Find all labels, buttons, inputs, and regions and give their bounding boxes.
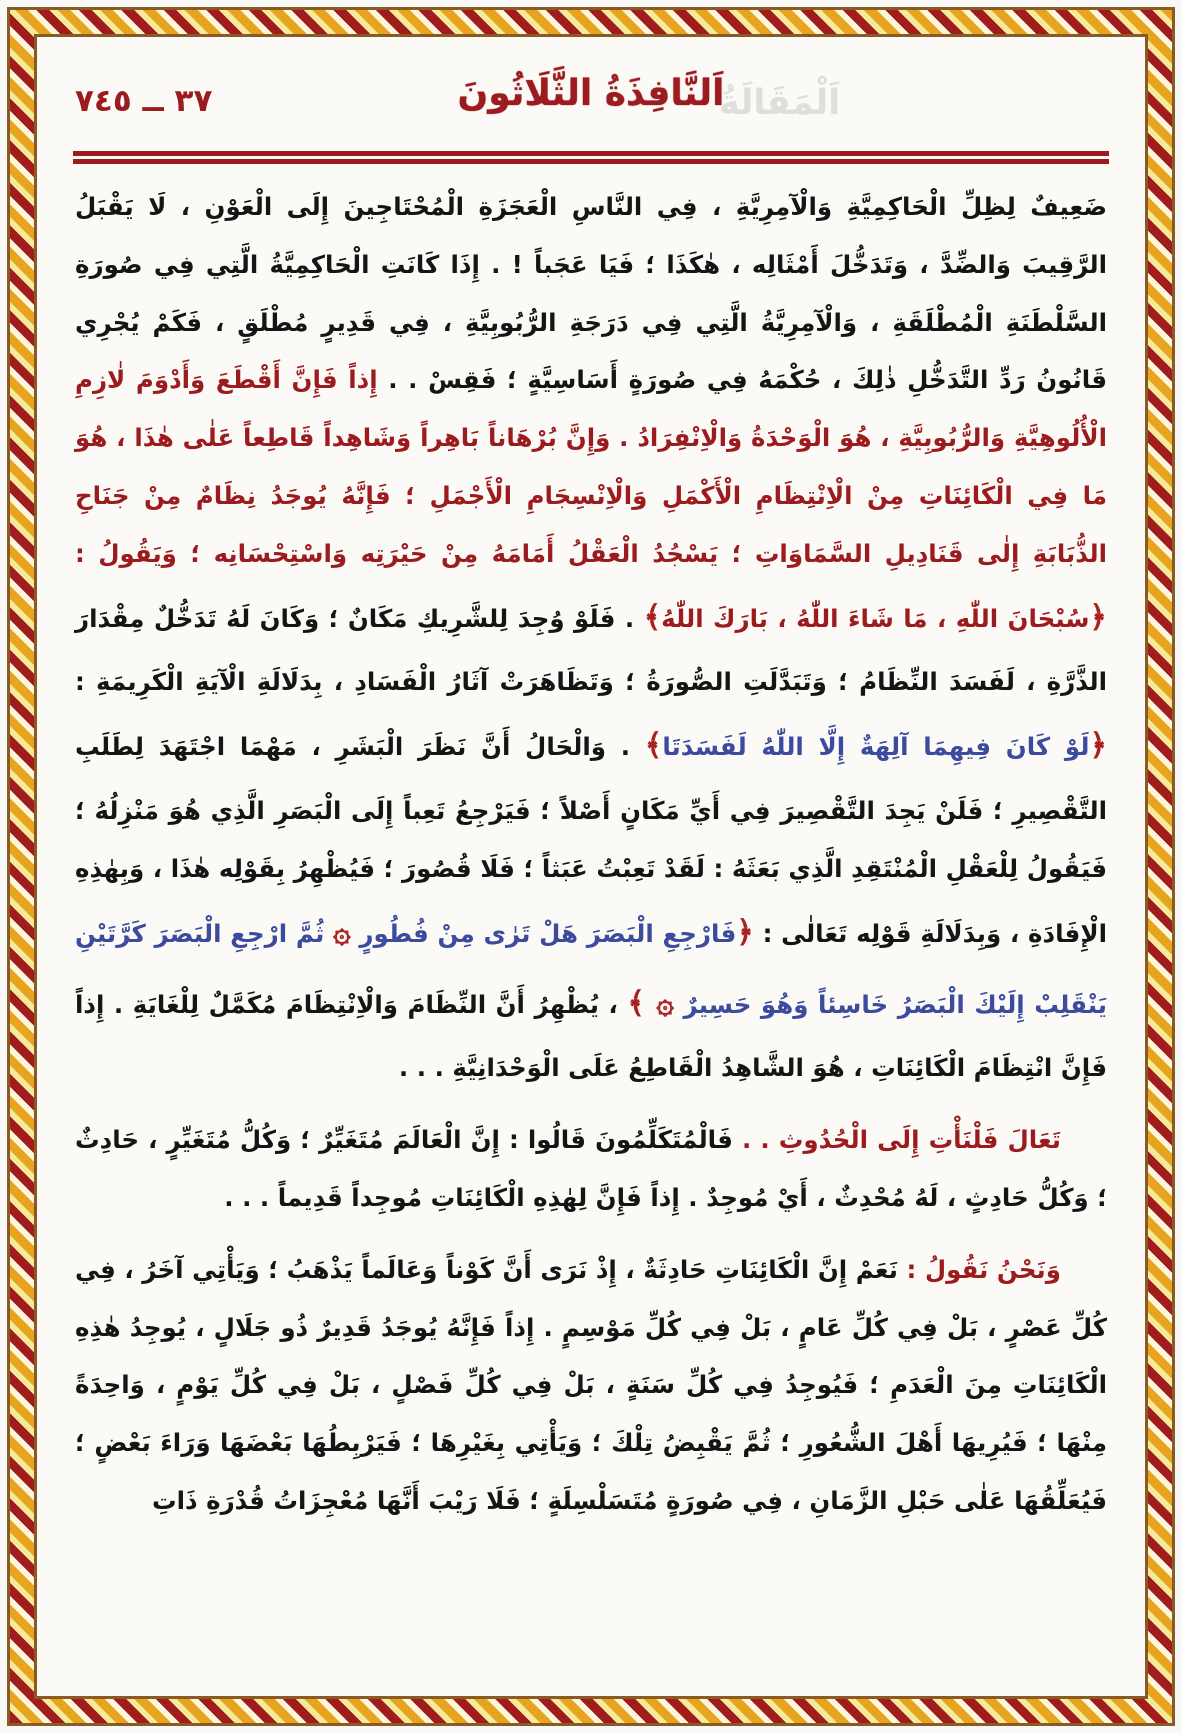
decorative-chain-border	[7, 7, 1175, 1726]
text-segment: . فَلَوْ وُجِدَ لِلشَّرِيكِ مَكَانٌ ؛ وَكَانَ لَهُ تَدَخُّلٌ مِقْدَارَ الذَّرَّةِ ، لَفَسَدَ النِّظَامُ ؛ وَتَبَدَّلَتِ الصُّورَةُ ؛ وَتَظَاهَرَتْ آثَارُ الْفَسَادِ ، بِدَلَالَةِ الْآيَةِ الْكَرِيمَةِ :	[75, 603, 1107, 697]
page-header	[71, 57, 1111, 149]
ghost-title-watermark: اَلْمَقَالَةُ	[719, 83, 841, 123]
quote-ornament: ﴾	[644, 728, 663, 764]
text-segment: تَعَالَ فَلْنَأْتِ إِلَى الْحُدُوثِ . .	[732, 1125, 1061, 1155]
text-segment: لَوْ كَانَ فِيهِمَا آلِهَةٌ إِلَّا اللّٰهُ لَفَسَدَتَا	[662, 732, 1090, 762]
text-segment: وَنَحْنُ نَقُولُ :	[897, 1254, 1061, 1284]
quote-ornament: ۞	[333, 914, 351, 950]
quote-ornament: ﴿	[1089, 599, 1107, 635]
quote-ornament: ۞ ﴾	[627, 985, 675, 1021]
text-segment: فَالْمُتَكَلِّمُونَ قَالُوا : إِنَّ الْعَالَمَ مُتَغَيِّرٌ ؛ وَكُلُّ مُتَغَيِّرٍ ، حَادِثٌ ؛ وَكُلُّ حَادِثٍ ، لَهُ مُحْدِثٌ ، أَيْ مُوجِدٌ . إِذاً فَإِنَّ لِهٰذِهِ الْكَائِنَاتِ مُوجِداً قَدِيماً . . .	[75, 1125, 1107, 1212]
page-title: اَلنَّافِذَةُ الثَّلَاثُونَ	[457, 73, 725, 114]
page-number: ٣٧ ــ ٧٤٥	[75, 83, 213, 119]
quote-ornament: ﴿	[1089, 728, 1108, 764]
text-segment: . وَالْحَالُ أَنَّ نَظَرَ الْبَشَرِ ، مَهْمَا اجْتَهَدَ لِطَلَبِ التَّقْصِيرِ ؛ فَلَنْ يَجِدَ التَّقْصِيرَ فِي أَيِّ مَكَانٍ أَصْلاً ؛ فَيَرْجِعُ تَعِباً إِلَى الْبَصَرِ الَّذِي هُوَ مَنْزِلُهُ ؛ فَيَقُولُ لِلْعَقْلِ الْمُنْتَقِدِ الَّذِي بَعَثَهُ : لَقَدْ تَعِبْتُ عَبَثاً ؛ فَلَا قُصُورَ ؛ فَيُظْهِرُ بِقَوْلِه هٰذَا ، وَبِهٰذِهِ الْإِفَادَةِ ، وَبِدَلَالَةِ قَوْلِه تَعَالٰى :	[75, 732, 1107, 948]
title-container	[71, 73, 1111, 123]
text-segment: ضَعِيفٌ لِظِلِّ الْحَاكِمِيَّةِ وَالْآمِرِيَّةِ ، فِي النَّاسِ الْعَجَزَةِ الْمُحْتَاجِينَ إِلَى الْعَوْنِ ، لَا يَقْبَلُ الرَّقِيبَ وَالضِّدَّ ، وَتَدَخُّلَ أَمْثَالِه ، هٰكَذَا ؛ فَيَا عَجَباً ! . إِذَا كَانَتِ الْحَاكِمِيَّةُ الَّتِي فِي صُورَةِ السَّلْطَنَةِ الْمُطْلَقَةِ ، وَالْآمِرِيَّةُ الَّتِي فِي دَرَجَةِ الرُّبُوبِيَّةِ ، فِي قَدِيرٍ مُطْلَقٍ ، فَكَمْ يُجْرِي قَانُونُ رَدِّ التَّدَخُّلِ ذٰلِكَ ، حُكْمَهُ فِي صُورَةٍ أَسَاسِيَّةٍ ؛ فَقِسْ . .	[75, 192, 1107, 395]
text-segment: ثُمَّ ارْجِعِ الْبَصَرَ كَرَّتَيْنِ يَنْقَلِبْ إِلَيْكَ الْبَصَرُ خَاسِئاً وَهُوَ حَسِيرٌ	[75, 918, 1107, 1019]
text-segment: سُبْحَانَ اللّٰهِ ، مَا شَاءَ اللّٰهُ ، بَارَكَ اللّٰهُ	[661, 603, 1090, 633]
text-segment: إِذاً فَإِنَّ أَقْطَعَ وَأَدْوَمَ لٰازِمِ الْأُلُوهِيَّةِ وَالرُّبُوبِيَّةِ ، هُوَ الْوَحْدَةُ وَالْاِنْفِرَادُ . وَإِنَّ بُرْهَاناً بَاهِراً وَشَاهِداً قَاطِعاً عَلٰى هٰذَا ، هُوَ مَا فِي الْكَائِنَاتِ مِنْ الْاِنْتِظَامِ الْأَكْمَلِ وَالْاِنْسِجَامِ الْأَجْمَلِ ؛ فَإِنَّهُ يُوجَدُ نِظَامٌ مِنْ جَنَاحِ الذُّبَابَةِ إِلٰى قَنَادِيلِ السَّمَاوَاتِ ؛ يَسْجُدُ الْعَقْلُ أَمَامَهُ مِنْ حَيْرَتِه وَاسْتِحْسَانِه ؛ وَيَقُولُ :	[75, 365, 1107, 568]
body-text	[71, 178, 1111, 1530]
page	[34, 34, 1148, 1699]
text-segment: ، يُظْهِرُ أَنَّ النِّظَامَ وَالْاِنْتِظَامَ مُكَمَّلٌ لِلْغَايَةِ . إِذاً فَإِنَّ انْتِظَامَ الْكَائِنَاتِ ، هُوَ الشَّاهِدُ الْقَاطِعُ عَلَى الْوَحْدَانِيَّةِ . . .	[75, 989, 1107, 1083]
paragraph	[75, 1241, 1107, 1530]
paragraph	[75, 178, 1107, 1097]
paragraph	[75, 1111, 1107, 1227]
text-segment: فَارْجِعِ الْبَصَرَ هَلْ تَرٰى مِنْ فُطُورٍ	[350, 918, 737, 948]
quote-ornament: ﴾	[643, 599, 662, 635]
quote-ornament: ﴿	[736, 914, 754, 950]
text-segment: نَعَمْ إِنَّ الْكَائِنَاتِ حَادِثَةٌ ، إِذْ نَرَى أَنَّ كَوْناً وَعَالَماً يَذْهَبُ ؛ وَيَأْتِي آخَرُ ، فِي كُلِّ عَصْرٍ ، بَلْ فِي كُلِّ عَامٍ ، بَلْ فِي كُلِّ مَوْسِمٍ . إِذاً فَإِنَّهُ يُوجَدُ قَدِيرٌ ذُو جَلَالٍ ، يُوجِدُ هٰذِهِ الْكَائِنَاتِ مِنَ الْعَدَمِ ؛ فَيُوجِدُ فِي كُلِّ سَنَةٍ ، بَلْ فِي كُلِّ فَصْلٍ ، بَلْ فِي كُلِّ يَوْمٍ ، وَاحِدَةً مِنْهَا ؛ فَيُرِيهَا أَهْلَ الشُّعُورِ ؛ ثُمَّ يَقْبِضُ تِلْكَ ؛ وَيَأْتِي بِغَيْرِهَا ؛ فَيَرْبِطُهَا بَعْضَهَا وَرَاءَ بَعْضٍ ؛ فَيُعَلِّقُهَا عَلٰى حَبْلِ الزَّمَانِ ، فِي صُورَةٍ مُتَسَلْسِلَةٍ ؛ فَلَا رَيْبَ أَنَّهَا مُعْجِزَاتُ قُدْرَةِ ذَاتِ	[75, 1254, 1107, 1515]
header-double-rule	[73, 151, 1109, 164]
